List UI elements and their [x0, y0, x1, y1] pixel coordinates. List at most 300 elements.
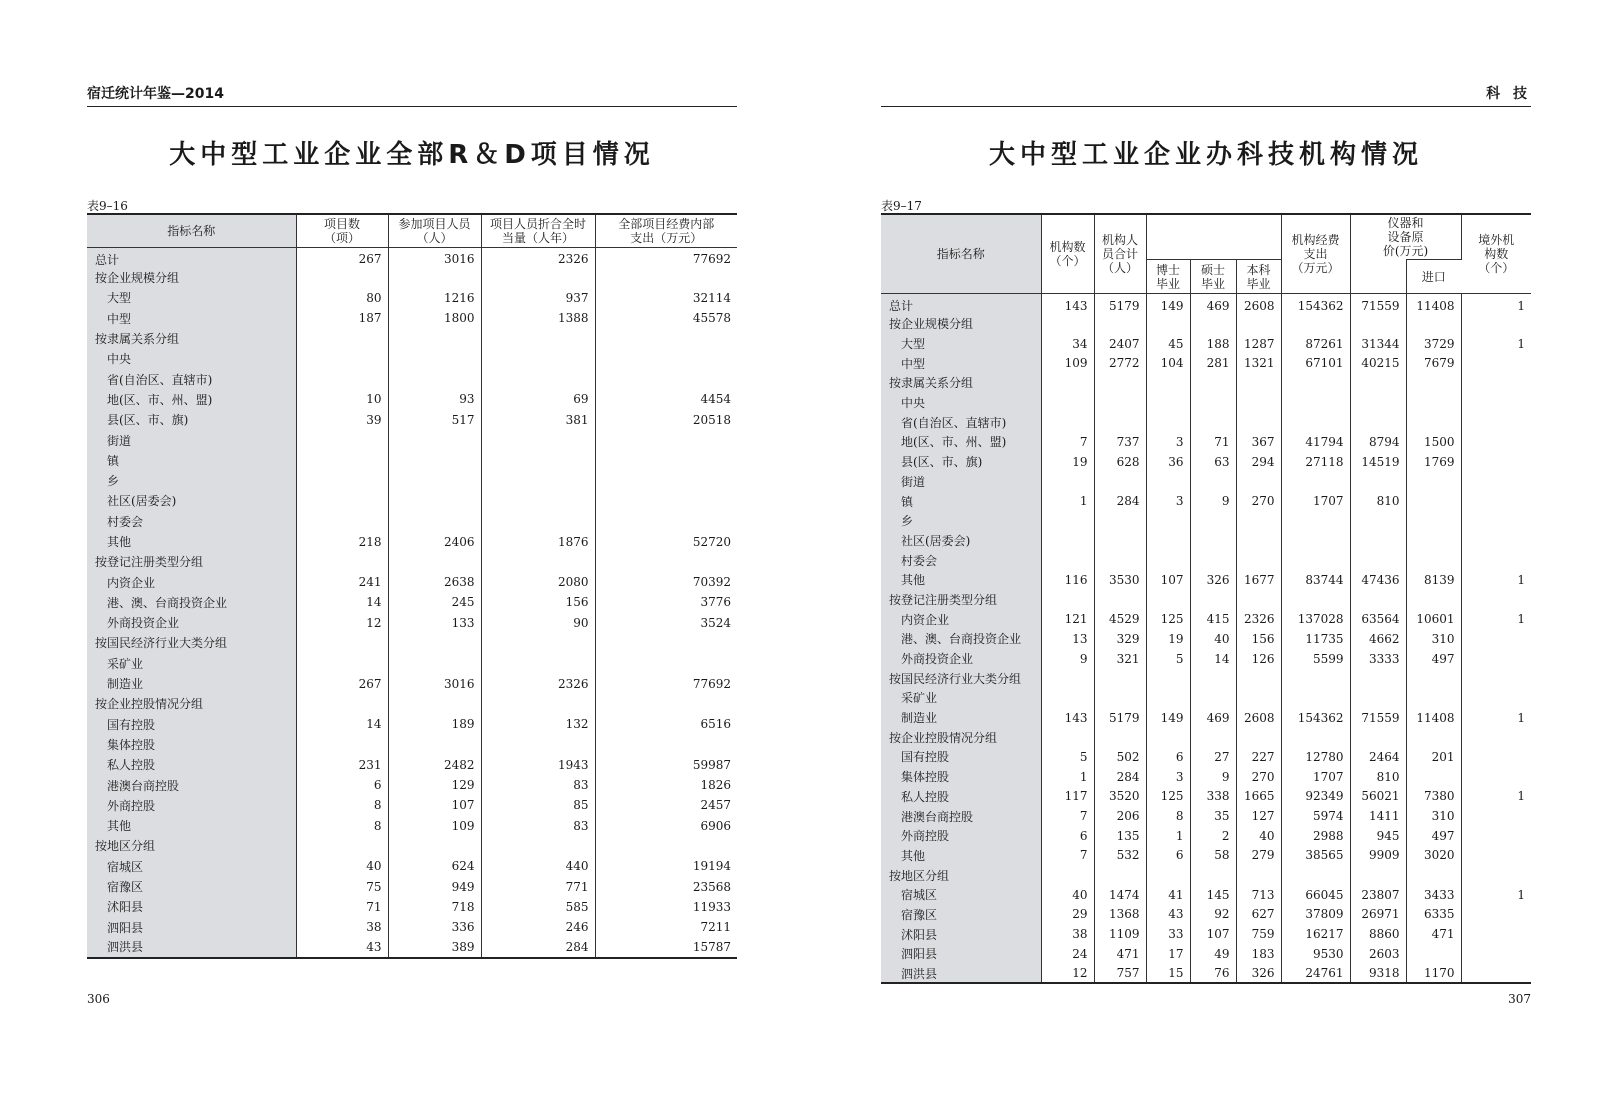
row-label: 乡: [881, 511, 1041, 531]
row-label: 按隶属关系分组: [87, 328, 296, 348]
table-cell: 367: [1236, 432, 1281, 452]
table-cell: 63: [1190, 452, 1236, 472]
table-cell: 11408: [1406, 294, 1461, 315]
table-cell: [1094, 590, 1146, 610]
table-cell: 38565: [1281, 846, 1350, 866]
row-label: 总计: [87, 247, 296, 268]
table-row: [87, 613, 737, 633]
table-cell: [1236, 393, 1281, 413]
table-cell: [388, 369, 481, 389]
table-row: [87, 653, 737, 673]
table-cell: [1461, 924, 1531, 944]
table-cell: 1707: [1281, 491, 1350, 511]
table-cell: [296, 734, 388, 754]
table-cell: [1041, 472, 1094, 492]
table-row: [881, 373, 1531, 393]
table-cell: [481, 836, 595, 856]
table-cell: [296, 653, 388, 673]
table-cell: 41: [1146, 885, 1190, 905]
table-row: [87, 450, 737, 470]
table-cell: 66045: [1281, 885, 1350, 905]
header-indicator-name: 指标名称: [87, 214, 296, 247]
table-cell: 469: [1190, 294, 1236, 315]
table-cell: 12780: [1281, 747, 1350, 767]
table-row: [87, 876, 737, 896]
table-cell: 6906: [700, 818, 731, 833]
table-cell: [1406, 688, 1461, 708]
row-label: 中央: [87, 349, 296, 369]
table-cell: 7211: [700, 920, 731, 935]
table-cell: [1281, 531, 1350, 551]
table-cell: [1461, 944, 1531, 964]
table-cell: 23807: [1350, 885, 1406, 905]
row-label: 私人控股: [87, 755, 296, 775]
table-cell: 13: [1041, 629, 1094, 649]
table-cell: [481, 470, 595, 490]
table-cell: 7: [1041, 432, 1094, 452]
table-cell: [1350, 511, 1406, 531]
table-cell: 58: [1190, 846, 1236, 866]
table-cell: 9: [1190, 491, 1236, 511]
table-cell: [1190, 412, 1236, 432]
right-table-number: 表9–17: [881, 199, 922, 213]
table-row: [881, 944, 1531, 964]
table-cell: 2603: [1350, 944, 1406, 964]
table-cell: [1281, 550, 1350, 570]
table-cell: 1411: [1350, 806, 1406, 826]
table-cell: 3776: [700, 595, 731, 610]
table-cell: 149: [1146, 294, 1190, 315]
table-cell: 6: [1041, 826, 1094, 846]
table-cell: 310: [1406, 806, 1461, 826]
table-row: [87, 470, 737, 490]
table-cell: 9530: [1281, 944, 1350, 964]
table-cell: 27: [1190, 747, 1236, 767]
table-row: [881, 550, 1531, 570]
table-cell: [1461, 727, 1531, 747]
table-cell: [1094, 393, 1146, 413]
table-row: [881, 314, 1531, 334]
table-cell: 471: [1094, 944, 1146, 964]
right-table-title: 大中型工业企业办科技机构情况: [988, 140, 1423, 170]
table-cell: 532: [1094, 846, 1146, 866]
table-cell: [481, 268, 595, 288]
table-row: [881, 570, 1531, 590]
table-cell: [1146, 590, 1190, 610]
table-cell: [1406, 550, 1461, 570]
table-cell: [1281, 314, 1350, 334]
table-cell: [595, 369, 737, 389]
header-institution-count-text: 机构数 （个）: [1049, 240, 1086, 268]
row-label: 外商控股: [87, 795, 296, 815]
table-cell: [388, 552, 481, 572]
header-fte-text: 项目人员折合全时 当量（人年）: [489, 216, 586, 245]
row-label: 宿豫区: [87, 876, 296, 896]
table-cell: [1281, 511, 1350, 531]
table-cell: [595, 694, 737, 714]
table-cell: 154362: [1281, 708, 1350, 728]
header-project-count: [296, 214, 388, 247]
row-label: 泗阳县: [881, 944, 1041, 964]
row-label: 按隶属关系分组: [881, 373, 1041, 393]
table-cell: 107: [1190, 924, 1236, 944]
header-staff-total: [1094, 214, 1146, 294]
table-cell: 145: [1190, 885, 1236, 905]
row-label: 地(区、市、州、盟): [87, 389, 296, 409]
table-cell: 949: [388, 876, 481, 896]
table-cell: 8: [296, 816, 388, 836]
table-cell: 75: [296, 876, 388, 896]
table-cell: [1461, 629, 1531, 649]
table-cell: [1146, 688, 1190, 708]
row-label: 其他: [87, 531, 296, 551]
table-cell: [1406, 472, 1461, 492]
header-imported-text: 进口: [1421, 269, 1446, 284]
header-institution-expenditure: [1281, 214, 1350, 294]
table-cell: 3433: [1406, 885, 1461, 905]
table-cell: 187: [296, 308, 388, 328]
table-cell: 49: [1190, 944, 1236, 964]
table-cell: 24761: [1281, 964, 1350, 984]
table-cell: 137028: [1281, 609, 1350, 629]
table-cell: 9318: [1350, 964, 1406, 984]
header-equipment-text: 仪器和 设备原 价(万元): [1382, 216, 1429, 258]
table-cell: [1406, 491, 1461, 511]
table-row: [87, 633, 737, 653]
table-cell: [1461, 353, 1531, 373]
table-cell: 8794: [1350, 432, 1406, 452]
table-cell: [481, 511, 595, 531]
table-cell: [1350, 373, 1406, 393]
table-cell: 76: [1190, 964, 1236, 984]
table-cell: [1461, 531, 1531, 551]
table-cell: 71559: [1350, 294, 1406, 315]
table-cell: 1800: [388, 308, 481, 328]
table-cell: 5974: [1281, 806, 1350, 826]
right-table-body: [881, 294, 1531, 984]
table-cell: [1041, 668, 1094, 688]
header-expenditure-text: 全部项目经费内部 支出（万元）: [618, 216, 715, 245]
table-cell: [1406, 944, 1461, 964]
table-cell: [1146, 668, 1190, 688]
table-cell: [1406, 767, 1461, 787]
table-cell: 7: [1041, 806, 1094, 826]
table-cell: 2326: [481, 673, 595, 693]
table-cell: 321: [1094, 649, 1146, 669]
table-cell: [1350, 472, 1406, 492]
table-row: [881, 747, 1531, 767]
header-indicator-name: 指标名称: [881, 214, 1041, 294]
row-label: 社区(居委会): [881, 531, 1041, 551]
table-cell: 757: [1094, 964, 1146, 984]
table-cell: 1287: [1236, 334, 1281, 354]
row-label: 总计: [881, 294, 1041, 315]
header-overseas-institutions: [1461, 214, 1531, 294]
table-cell: [1281, 727, 1350, 747]
table-cell: [1190, 668, 1236, 688]
left-page: [87, 0, 737, 1099]
table-cell: 267: [296, 247, 388, 268]
table-cell: 11735: [1281, 629, 1350, 649]
table-cell: 71: [296, 897, 388, 917]
table-cell: 7380: [1406, 787, 1461, 807]
table-cell: [1461, 668, 1531, 688]
row-label: 中型: [87, 308, 296, 328]
table-cell: [1350, 550, 1406, 570]
row-label: 宿城区: [881, 885, 1041, 905]
table-cell: [1190, 550, 1236, 570]
table-cell: [1146, 511, 1190, 531]
header-bachelors: [1236, 260, 1281, 294]
table-cell: 338: [1190, 787, 1236, 807]
table-cell: [1041, 865, 1094, 885]
table-cell: [296, 552, 388, 572]
table-cell: 1707: [1281, 767, 1350, 787]
table-cell: 14519: [1350, 452, 1406, 472]
table-cell: [1094, 865, 1146, 885]
table-cell: 188: [1190, 334, 1236, 354]
table-row: [881, 393, 1531, 413]
table-cell: 1216: [388, 288, 481, 308]
table-cell: 37809: [1281, 905, 1350, 925]
table-cell: [1350, 590, 1406, 610]
table-cell: [1461, 865, 1531, 885]
row-label: 外商控股: [881, 826, 1041, 846]
table-cell: 83: [481, 816, 595, 836]
table-cell: 5179: [1094, 708, 1146, 728]
table-cell: [1461, 393, 1531, 413]
table-cell: 2482: [388, 755, 481, 775]
table-cell: 284: [481, 937, 595, 957]
table-cell: 126: [1236, 649, 1281, 669]
row-label: 港澳台商控股: [87, 775, 296, 795]
table-cell: 70392: [692, 575, 731, 590]
table-row: [87, 552, 737, 572]
row-label: 集体控股: [87, 734, 296, 754]
table-cell: 92349: [1281, 787, 1350, 807]
table-cell: [481, 430, 595, 450]
row-label: 泗阳县: [87, 917, 296, 937]
table-cell: 38: [1041, 924, 1094, 944]
table-cell: 381: [481, 410, 595, 430]
table-row: [881, 964, 1531, 984]
table-cell: 1321: [1236, 353, 1281, 373]
table-cell: [1041, 727, 1094, 747]
table-cell: 47436: [1350, 570, 1406, 590]
table-cell: 29: [1041, 905, 1094, 925]
table-cell: 38: [296, 917, 388, 937]
table-cell: 16217: [1281, 924, 1350, 944]
row-label: 宿城区: [87, 856, 296, 876]
table-cell: [1236, 531, 1281, 551]
table-cell: 143: [1041, 708, 1094, 728]
table-cell: [388, 694, 481, 714]
table-row: [87, 897, 737, 917]
header-masters-text: 硕士 毕业: [1200, 262, 1225, 291]
table-cell: 109: [1041, 353, 1094, 373]
table-cell: [296, 694, 388, 714]
table-cell: 143: [1041, 294, 1094, 315]
table-cell: [1041, 412, 1094, 432]
table-cell: [595, 734, 737, 754]
table-cell: 67101: [1281, 353, 1350, 373]
table-cell: 2608: [1236, 708, 1281, 728]
right-running-head: [881, 84, 1531, 107]
table-cell: 12: [1041, 964, 1094, 984]
table-row: [87, 511, 737, 531]
table-row: [87, 349, 737, 369]
row-label: 大型: [87, 288, 296, 308]
table-cell: 149: [1146, 708, 1190, 728]
table-cell: 206: [1094, 806, 1146, 826]
table-cell: [595, 511, 737, 531]
table-cell: [1461, 511, 1531, 531]
table-row: [87, 410, 737, 430]
table-cell: 294: [1236, 452, 1281, 472]
table-cell: [481, 552, 595, 572]
row-label: 村委会: [881, 550, 1041, 570]
table-cell: 31344: [1350, 334, 1406, 354]
table-cell: 810: [1350, 767, 1406, 787]
table-cell: 7679: [1406, 353, 1461, 373]
table-cell: 19194: [692, 859, 731, 874]
table-cell: [1041, 314, 1094, 334]
table-cell: [296, 328, 388, 348]
table-cell: [481, 633, 595, 653]
table-cell: 92: [1190, 905, 1236, 925]
table-row: [881, 412, 1531, 432]
row-label: 国有控股: [87, 714, 296, 734]
table-cell: 1474: [1094, 885, 1146, 905]
table-cell: 107: [388, 795, 481, 815]
table-row: [881, 609, 1531, 629]
table-cell: 1943: [481, 755, 595, 775]
table-cell: 1: [1517, 612, 1526, 627]
header-fte: [481, 214, 595, 247]
table-cell: 1: [1517, 887, 1526, 902]
table-cell: [1094, 412, 1146, 432]
table-cell: 3333: [1350, 649, 1406, 669]
table-cell: [1350, 412, 1406, 432]
table-cell: 14: [296, 714, 388, 734]
table-cell: 39: [296, 410, 388, 430]
table-row: [87, 795, 737, 815]
table-cell: [1236, 314, 1281, 334]
row-label: 按企业控股情况分组: [87, 694, 296, 714]
header-project-count-text: 项目数 （项）: [323, 216, 360, 245]
table-cell: 627: [1236, 905, 1281, 925]
table-cell: [481, 653, 595, 673]
table-cell: 945: [1350, 826, 1406, 846]
table-cell: [1406, 511, 1461, 531]
table-cell: [595, 349, 737, 369]
table-cell: 469: [1190, 708, 1236, 728]
table-cell: 40: [1236, 826, 1281, 846]
table-cell: [1461, 767, 1531, 787]
table-cell: [1094, 688, 1146, 708]
table-cell: [1461, 452, 1531, 472]
table-cell: [1094, 314, 1146, 334]
table-cell: 1769: [1406, 452, 1461, 472]
book-title: 宿迁统计年鉴—2014: [87, 86, 224, 102]
table-cell: 83: [481, 775, 595, 795]
table-cell: [1146, 373, 1190, 393]
table-cell: 10: [296, 389, 388, 409]
table-row: [87, 592, 737, 612]
table-cell: 1: [1517, 789, 1526, 804]
table-row: [881, 472, 1531, 492]
table-cell: [1461, 747, 1531, 767]
table-cell: [1461, 826, 1531, 846]
table-cell: [1094, 668, 1146, 688]
table-cell: 497: [1406, 649, 1461, 669]
table-cell: 1: [1517, 572, 1526, 587]
table-cell: 77692: [692, 252, 731, 266]
table-row: [87, 917, 737, 937]
table-cell: 1665: [1236, 787, 1281, 807]
table-row: [87, 308, 737, 328]
table-cell: 104: [1146, 353, 1190, 373]
table-cell: 624: [388, 856, 481, 876]
table-cell: 2988: [1281, 826, 1350, 846]
table-cell: 241: [296, 572, 388, 592]
table-cell: [1146, 727, 1190, 747]
table-cell: [388, 734, 481, 754]
table-cell: [1461, 964, 1531, 984]
table-row: [87, 937, 737, 957]
row-label: 街道: [87, 430, 296, 450]
table-cell: 2464: [1350, 747, 1406, 767]
header-overseas-institutions-text: 境外机 构数 （个）: [1478, 233, 1515, 275]
table-cell: [595, 268, 737, 288]
table-row: [87, 714, 737, 734]
row-label: 制造业: [881, 708, 1041, 728]
table-cell: 759: [1236, 924, 1281, 944]
table-row: [881, 491, 1531, 511]
table-cell: [1041, 393, 1094, 413]
header-degree-group: [1146, 214, 1281, 260]
table-cell: 59987: [692, 757, 731, 772]
table-cell: 56021: [1350, 787, 1406, 807]
table-cell: 85: [481, 795, 595, 815]
table-cell: 2326: [481, 247, 595, 268]
table-row: [881, 826, 1531, 846]
table-row: [881, 767, 1531, 787]
table-cell: 218: [296, 531, 388, 551]
table-cell: [296, 268, 388, 288]
table-cell: 11408: [1406, 708, 1461, 728]
table-cell: [1190, 393, 1236, 413]
table-row: [87, 328, 737, 348]
header-imported: [1406, 260, 1461, 294]
table-row: [881, 727, 1531, 747]
table-cell: [481, 734, 595, 754]
table-cell: 1: [1517, 710, 1526, 725]
table-cell: 107: [1146, 570, 1190, 590]
table-cell: 279: [1236, 846, 1281, 866]
table-row: [881, 924, 1531, 944]
table-cell: [1190, 373, 1236, 393]
table-cell: [1236, 590, 1281, 610]
table-cell: 80: [296, 288, 388, 308]
table-cell: 117: [1041, 787, 1094, 807]
table-cell: 336: [388, 917, 481, 937]
right-page: [881, 0, 1531, 1099]
table-cell: 1: [1041, 491, 1094, 511]
table-cell: 2608: [1236, 294, 1281, 315]
table-cell: 310: [1406, 629, 1461, 649]
table-cell: [481, 369, 595, 389]
